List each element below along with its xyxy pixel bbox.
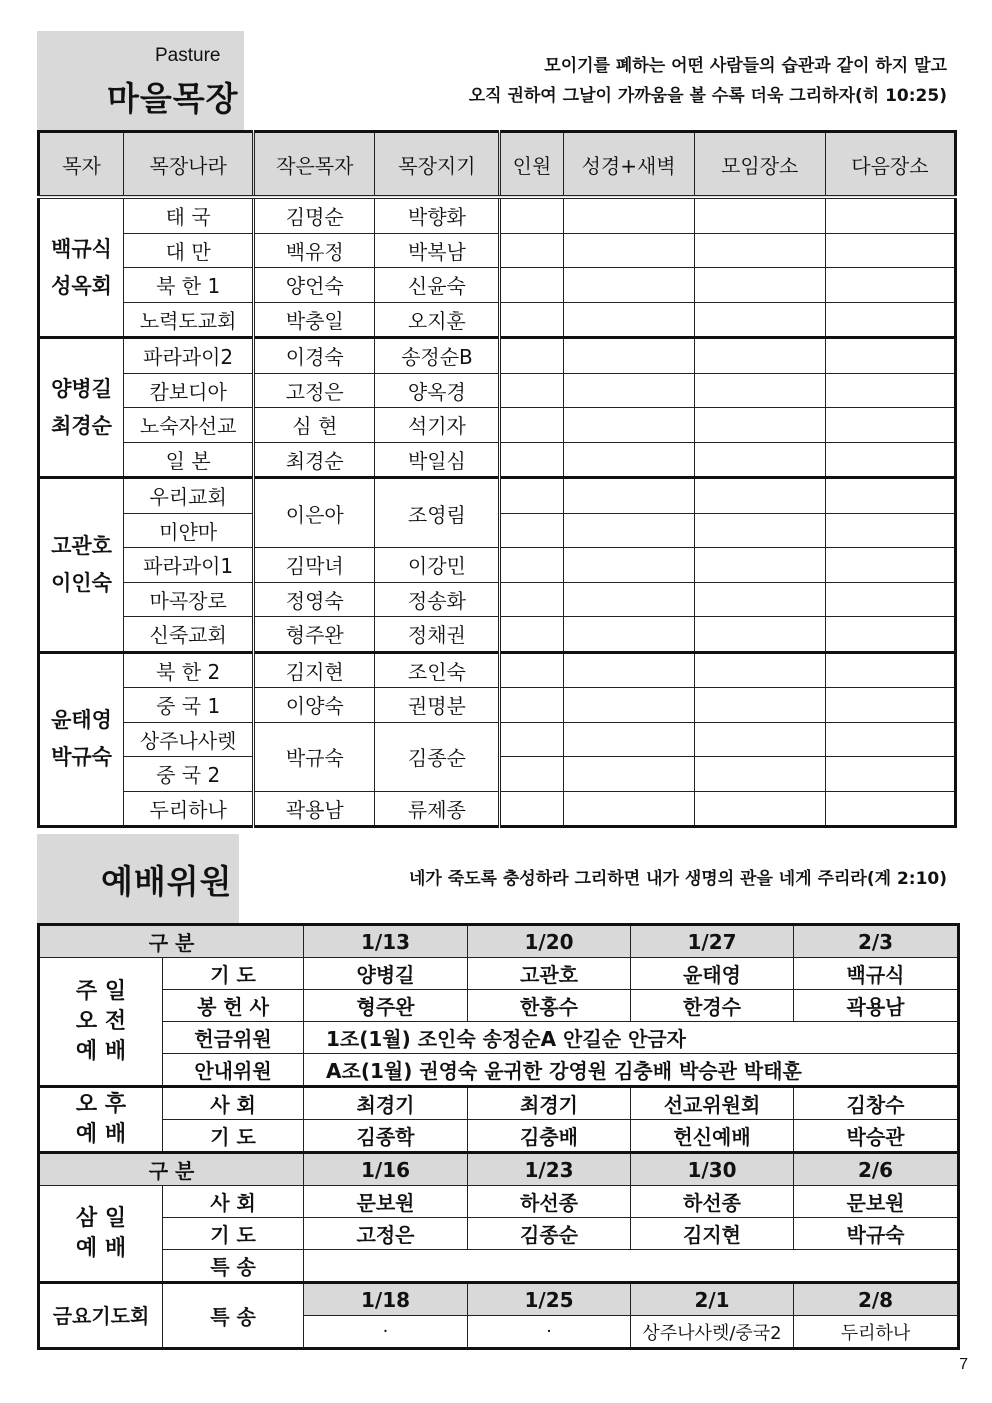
name-cell: 곽용남 — [794, 990, 959, 1022]
bible-cell[interactable] — [563, 442, 694, 478]
keeper-cell: 조영림 — [375, 478, 500, 548]
pastor-name: 박규숙 — [51, 745, 112, 770]
keeper-cell: 석기자 — [375, 408, 500, 443]
pastor-name: 백규식 — [51, 236, 112, 261]
next-place-cell[interactable] — [825, 373, 955, 408]
small-pastor-cell: 박규숙 — [254, 722, 375, 791]
bible-cell[interactable] — [563, 617, 694, 653]
next-place-cell[interactable] — [825, 478, 955, 514]
table-row — [39, 990, 959, 1022]
role-label: 사 회 — [163, 1087, 304, 1120]
small-pastor-cell: 김명순 — [254, 197, 375, 233]
group-label: 주 일 — [75, 978, 127, 1004]
name-cell: 백규식 — [794, 958, 959, 990]
verse-line-1: 모이기를 폐하는 어떤 사람들의 습관과 같이 하지 말고 — [544, 56, 947, 76]
next-place-cell[interactable] — [825, 791, 955, 827]
name-cell: 헌신예배 — [631, 1120, 794, 1153]
small-pastor-cell: 형주완 — [254, 617, 375, 653]
small-pastor-cell: 이양숙 — [254, 688, 375, 723]
next-place-cell[interactable] — [825, 268, 955, 303]
count-cell[interactable] — [500, 302, 563, 338]
next-place-cell[interactable] — [825, 302, 955, 338]
date-cell: 1/27 — [631, 925, 794, 958]
small-pastor-cell: 이경숙 — [254, 338, 375, 374]
name-cell: 윤태영 — [631, 958, 794, 990]
wednesday-label — [39, 1186, 163, 1283]
small-pastor-cell: 양언숙 — [254, 268, 375, 303]
pasture-header-row — [39, 132, 956, 198]
table-row — [39, 1218, 959, 1250]
name-cell: 최경기 — [468, 1087, 631, 1120]
table-row — [39, 1120, 959, 1153]
col-header: 인원 — [500, 132, 563, 198]
count-cell[interactable] — [500, 373, 563, 408]
table-row — [39, 268, 956, 303]
table-row — [39, 408, 956, 443]
table-row — [39, 1250, 959, 1283]
col-header: 모임장소 — [694, 132, 825, 198]
small-pastor-cell: 정영숙 — [254, 582, 375, 617]
col-header: 성경+새벽 — [563, 132, 694, 198]
small-pastor-cell: 고정은 — [254, 373, 375, 408]
name-cell: 고관호 — [468, 958, 631, 990]
table-row — [39, 1283, 959, 1316]
page-number: 7 — [959, 1356, 968, 1373]
table-row — [39, 582, 956, 617]
table-row — [39, 233, 956, 268]
bible-cell[interactable] — [563, 652, 694, 688]
small-pastor-cell: 백유정 — [254, 233, 375, 268]
keeper-cell: 송정순B — [375, 338, 500, 374]
count-cell[interactable] — [500, 652, 563, 688]
role-label: 특 송 — [163, 1283, 304, 1349]
group-label: 예 배 — [75, 1038, 127, 1064]
nara-cell: 북 한 1 — [124, 268, 254, 303]
col-header: 작은목자 — [254, 132, 375, 198]
table-row — [39, 791, 956, 827]
place-cell[interactable] — [694, 478, 825, 514]
col-header: 목장나라 — [124, 132, 254, 198]
next-place-cell[interactable] — [825, 757, 955, 792]
nara-cell: 중 국 2 — [124, 757, 254, 792]
count-cell[interactable] — [500, 617, 563, 653]
place-cell[interactable] — [694, 582, 825, 617]
nara-cell: 태 국 — [124, 197, 254, 233]
table-row — [39, 1186, 959, 1218]
pasture-english-title: Pasture — [155, 45, 221, 66]
table-row — [39, 617, 956, 653]
table-row — [39, 1022, 959, 1054]
pastor-cell — [39, 652, 124, 827]
bible-cell[interactable] — [563, 268, 694, 303]
date-row — [39, 925, 959, 958]
special-cell: 두리하나 — [794, 1316, 959, 1349]
pastor-name: 성옥회 — [51, 273, 112, 298]
name-cell: 문보원 — [304, 1186, 468, 1218]
nara-cell: 캄보디아 — [124, 373, 254, 408]
place-cell[interactable] — [694, 722, 825, 757]
name-cell: 김창수 — [794, 1087, 959, 1120]
table-row — [39, 1087, 959, 1120]
bible-cell[interactable] — [563, 302, 694, 338]
place-cell[interactable] — [694, 513, 825, 548]
table-row — [39, 442, 956, 478]
pasture-header — [37, 31, 957, 130]
nara-cell: 북 한 2 — [124, 652, 254, 688]
pastor-cell — [39, 478, 124, 653]
place-cell[interactable] — [694, 442, 825, 478]
keeper-cell: 정송화 — [375, 582, 500, 617]
table-row — [39, 958, 959, 990]
bible-cell[interactable] — [563, 478, 694, 514]
nara-cell: 노숙자선교 — [124, 408, 254, 443]
name-cell: 한홍수 — [468, 990, 631, 1022]
date-cell: 1/30 — [631, 1153, 794, 1186]
table-row — [39, 338, 956, 374]
next-place-cell[interactable] — [825, 617, 955, 653]
place-cell[interactable] — [694, 688, 825, 723]
name-cell: 김충배 — [468, 1120, 631, 1153]
date-cell: 1/18 — [304, 1283, 468, 1316]
count-cell[interactable] — [500, 233, 563, 268]
place-cell[interactable] — [694, 373, 825, 408]
table-row — [39, 722, 956, 757]
usher-cell: A조(1월) 권영숙 윤귀한 강영원 김충배 박승관 박태훈 — [304, 1054, 959, 1087]
keeper-cell: 권명분 — [375, 688, 500, 723]
place-cell[interactable] — [694, 408, 825, 443]
place-cell[interactable] — [694, 338, 825, 374]
count-cell[interactable] — [500, 197, 563, 233]
next-place-cell[interactable] — [825, 197, 955, 233]
small-pastor-cell: 심 현 — [254, 408, 375, 443]
date-cell: 2/8 — [794, 1283, 959, 1316]
group-label: 오 후 — [75, 1091, 127, 1117]
table-row — [39, 688, 956, 723]
role-label: 특 송 — [163, 1250, 304, 1283]
name-cell: 하선종 — [468, 1186, 631, 1218]
bible-cell[interactable] — [563, 757, 694, 792]
place-cell[interactable] — [694, 757, 825, 792]
keeper-cell: 박향화 — [375, 197, 500, 233]
small-pastor-cell: 김지현 — [254, 652, 375, 688]
nara-cell: 상주나사렛 — [124, 722, 254, 757]
bible-cell[interactable] — [563, 513, 694, 548]
worship-verse: 네가 죽도록 충성하라 그리하면 내가 생명의 관을 네게 주리라(계 2:10) — [408, 869, 947, 889]
place-cell[interactable] — [694, 302, 825, 338]
bible-cell[interactable] — [563, 688, 694, 723]
name-cell: 최경기 — [304, 1087, 468, 1120]
count-cell[interactable] — [500, 268, 563, 303]
pastor-name: 양병길 — [51, 376, 112, 401]
place-cell[interactable] — [694, 791, 825, 827]
bible-cell[interactable] — [563, 548, 694, 583]
keeper-cell: 양옥경 — [375, 373, 500, 408]
small-pastor-cell: 최경순 — [254, 442, 375, 478]
date-cell: 2/6 — [794, 1153, 959, 1186]
bible-cell[interactable] — [563, 338, 694, 374]
count-cell[interactable] — [500, 548, 563, 583]
special-cell: · — [304, 1316, 468, 1349]
worship-header — [37, 834, 957, 923]
committee-cell: 1조(1월) 조인숙 송정순A 안길순 안금자 — [304, 1022, 959, 1054]
role-label: 봉 헌 사 — [163, 990, 304, 1022]
count-cell[interactable] — [500, 582, 563, 617]
role-label: 기 도 — [163, 1120, 304, 1153]
date-cell: 1/23 — [468, 1153, 631, 1186]
nara-cell: 중 국 1 — [124, 688, 254, 723]
table-row — [39, 302, 956, 338]
next-place-cell[interactable] — [825, 652, 955, 688]
gubun-label: 구 분 — [39, 925, 304, 958]
place-cell[interactable] — [694, 617, 825, 653]
col-header: 다음장소 — [825, 132, 955, 198]
sunday-am-label — [39, 958, 163, 1087]
group-label: 예 배 — [75, 1121, 127, 1147]
date-cell: 1/13 — [304, 925, 468, 958]
pastor-name: 윤태영 — [51, 708, 112, 733]
next-place-cell[interactable] — [825, 548, 955, 583]
table-row — [39, 652, 956, 688]
pastor-cell — [39, 338, 124, 478]
name-cell: 하선종 — [631, 1186, 794, 1218]
next-place-cell[interactable] — [825, 582, 955, 617]
bible-cell[interactable] — [563, 197, 694, 233]
count-cell[interactable] — [500, 791, 563, 827]
table-row — [39, 478, 956, 514]
place-cell[interactable] — [694, 652, 825, 688]
place-cell[interactable] — [694, 548, 825, 583]
verse-line-2: 오직 권하여 그날이 가까움을 볼 수록 더욱 그리하자(히 10:25) — [468, 86, 947, 106]
name-cell: 형주완 — [304, 990, 468, 1022]
small-pastor-cell: 박충일 — [254, 302, 375, 338]
table-row — [39, 548, 956, 583]
bible-cell[interactable] — [563, 233, 694, 268]
count-cell[interactable] — [500, 688, 563, 723]
small-pastor-cell: 이은아 — [254, 478, 375, 548]
count-cell[interactable] — [500, 338, 563, 374]
name-cell: 김지현 — [631, 1218, 794, 1250]
special-cell: 상주나사렛/중국2 — [631, 1316, 794, 1349]
nara-cell: 미얀마 — [124, 513, 254, 548]
worship-title: 예배위원 — [101, 862, 233, 901]
group-label: 예 배 — [75, 1235, 127, 1261]
keeper-cell: 조인숙 — [375, 652, 500, 688]
role-label: 안내위원 — [163, 1054, 304, 1087]
next-place-cell[interactable] — [825, 233, 955, 268]
col-header: 목장지기 — [375, 132, 500, 198]
special-cell: · — [468, 1316, 631, 1349]
count-cell[interactable] — [500, 408, 563, 443]
name-cell: 한경수 — [631, 990, 794, 1022]
small-pastor-cell: 곽용남 — [254, 791, 375, 827]
name-cell: 고정은 — [304, 1218, 468, 1250]
table-row — [39, 373, 956, 408]
role-label: 기 도 — [163, 1218, 304, 1250]
bible-cell[interactable] — [563, 408, 694, 443]
nara-cell: 대 만 — [124, 233, 254, 268]
date-cell: 2/3 — [794, 925, 959, 958]
keeper-cell: 이강민 — [375, 548, 500, 583]
count-cell[interactable] — [500, 513, 563, 548]
gubun-label: 구 분 — [39, 1153, 304, 1186]
date-cell: 1/25 — [468, 1283, 631, 1316]
place-cell[interactable] — [694, 233, 825, 268]
role-label: 사 회 — [163, 1186, 304, 1218]
bible-cell[interactable] — [563, 373, 694, 408]
next-place-cell[interactable] — [825, 338, 955, 374]
nara-cell: 마곡장로 — [124, 582, 254, 617]
name-cell: 김종학 — [304, 1120, 468, 1153]
worship-table — [37, 923, 960, 1350]
next-place-cell[interactable] — [825, 513, 955, 548]
bible-cell[interactable] — [563, 791, 694, 827]
keeper-cell: 오지훈 — [375, 302, 500, 338]
next-place-cell[interactable] — [825, 442, 955, 478]
next-place-cell[interactable] — [825, 688, 955, 723]
nara-cell: 노력도교회 — [124, 302, 254, 338]
bible-cell[interactable] — [563, 582, 694, 617]
date-cell: 1/20 — [468, 925, 631, 958]
count-cell[interactable] — [500, 442, 563, 478]
date-row — [39, 1153, 959, 1186]
keeper-cell: 박일심 — [375, 442, 500, 478]
small-pastor-cell: 김막녀 — [254, 548, 375, 583]
nara-cell: 파라과이2 — [124, 338, 254, 374]
name-cell: 김종순 — [468, 1218, 631, 1250]
pastor-name: 고관호 — [51, 533, 112, 558]
pastor-cell — [39, 197, 124, 338]
next-place-cell[interactable] — [825, 722, 955, 757]
place-cell[interactable] — [694, 197, 825, 233]
pasture-verse — [469, 51, 947, 111]
keeper-cell: 신윤숙 — [375, 268, 500, 303]
nara-cell: 파라과이1 — [124, 548, 254, 583]
role-label: 기 도 — [163, 958, 304, 990]
bible-cell[interactable] — [563, 722, 694, 757]
count-cell[interactable] — [500, 757, 563, 792]
pastor-name: 이인숙 — [51, 570, 112, 595]
keeper-cell: 박복남 — [375, 233, 500, 268]
pastor-name: 최경순 — [51, 413, 112, 438]
name-cell: 박승관 — [794, 1120, 959, 1153]
name-cell: 양병길 — [304, 958, 468, 990]
sunday-pm-label — [39, 1087, 163, 1153]
keeper-cell: 정채권 — [375, 617, 500, 653]
count-cell[interactable] — [500, 722, 563, 757]
nara-cell: 우리교회 — [124, 478, 254, 514]
keeper-cell: 김종순 — [375, 722, 500, 791]
keeper-cell: 류제종 — [375, 791, 500, 827]
col-header: 목자 — [39, 132, 124, 198]
date-cell: 1/16 — [304, 1153, 468, 1186]
pasture-table — [37, 130, 957, 828]
name-cell: 선교위원회 — [631, 1087, 794, 1120]
special-song-cell[interactable] — [304, 1250, 959, 1283]
name-cell: 문보원 — [794, 1186, 959, 1218]
name-cell: 박규숙 — [794, 1218, 959, 1250]
group-label: 오 전 — [75, 1008, 127, 1034]
count-cell[interactable] — [500, 478, 563, 514]
place-cell[interactable] — [694, 268, 825, 303]
table-row — [39, 1054, 959, 1087]
nara-cell: 일 본 — [124, 442, 254, 478]
friday-label: 금요기도회 — [39, 1283, 163, 1349]
role-label: 헌금위원 — [163, 1022, 304, 1054]
date-cell: 2/1 — [631, 1283, 794, 1316]
group-label: 삼 일 — [75, 1205, 127, 1231]
next-place-cell[interactable] — [825, 408, 955, 443]
nara-cell: 신죽교회 — [124, 617, 254, 653]
nara-cell: 두리하나 — [124, 791, 254, 827]
pasture-title: 마을목장 — [107, 79, 239, 118]
table-row — [39, 197, 956, 233]
